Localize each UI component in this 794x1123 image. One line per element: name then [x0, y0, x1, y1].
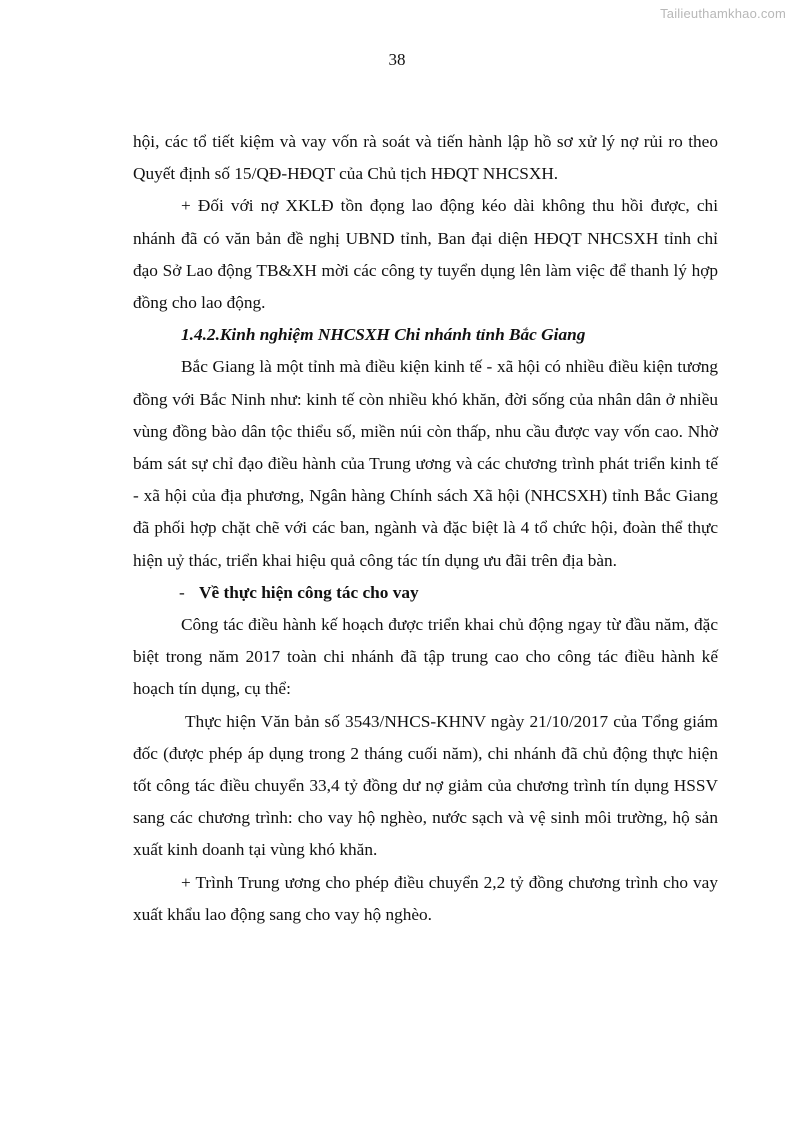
paragraph: hội, các tổ tiết kiệm và vay vốn rà soát và tiến hành lập hồ sơ xử lý nợ rủi ro theo Quyết định số 15/QĐ-HĐQT của Chủ tịch HĐQT NHCSXH.	[133, 132, 718, 184]
paragraph: Bắc Giang là một tỉnh mà điều kiện kinh tế - xã hội có nhiều điều kiện tương đồng với Bắc Ninh như: kinh tế còn nhiều khó khăn, đời sống của nhân dân ở nhiều vùng đồng bào dân tộc thiểu số, miền núi còn thấp, nhu cầu được vay vốn cao. Nhờ bám sát sự chỉ đạo điều hành của Trung ương và các chương trình phát triển kinh tế - xã hội của địa phương, Ngân hàng Chính sách Xã hội (NHCSXH) tỉnh Bắc Giang đã phối hợp chặt chẽ với các ban, ngành và đặc biệt là 4 tổ chức hội, đoàn thể thực hiện uỷ thác, triển khai hiệu quả công tác tín dụng ưu đãi trên địa bàn.	[133, 357, 718, 570]
bullet-heading-text: Về thực hiện công tác cho vay	[199, 582, 419, 602]
paragraph: + Trình Trung ương cho phép điều chuyển 2,2 tỷ đồng chương trình cho vay xuất khẩu lao động sang cho vay hộ nghèo.	[133, 872, 718, 924]
paragraph: Công tác điều hành kế hoạch được triển khai chủ động ngay từ đầu năm, đặc biệt trong năm 2017 toàn chi nhánh đã tập trung cao cho công tác điều hành kế hoạch tín dụng, cụ thể:	[133, 615, 718, 699]
page-number: 38	[388, 50, 406, 69]
paragraph: + Đối với nợ XKLĐ tồn đọng lao động kéo dài không thu hồi được, chi nhánh đã có văn bản đề nghị UBND tỉnh, Ban đại diện HĐQT NHCSXH tỉnh chỉ đạo Sở Lao động TB&XH mời các công ty tuyển dụng lên làm việc để thanh lý hợp đồng cho lao động.	[133, 196, 718, 313]
document-body	[133, 126, 718, 931]
watermark: Tailieuthamkhao.com	[660, 6, 786, 21]
paragraph: Thực hiện Văn bản số 3543/NHCS-KHNV ngày 21/10/2017 của Tổng giám đốc (được phép áp dụng trong 2 tháng cuối năm), chi nhánh đã chủ động thực hiện tốt công tác điều chuyển 33,4 tỷ đồng dư nợ giảm của chương trình tín dụng HSSV sang các chương trình: cho vay hộ nghèo, nước sạch và vệ sinh môi trường, hộ sản xuất kinh doanh tại vùng khó khăn.	[133, 711, 718, 860]
bullet-heading	[133, 577, 718, 609]
bullet-dash: -	[179, 582, 185, 602]
section-heading: 1.4.2.Kinh nghiệm NHCSXH Chi nhánh tỉnh Bắc Giang	[181, 325, 586, 345]
